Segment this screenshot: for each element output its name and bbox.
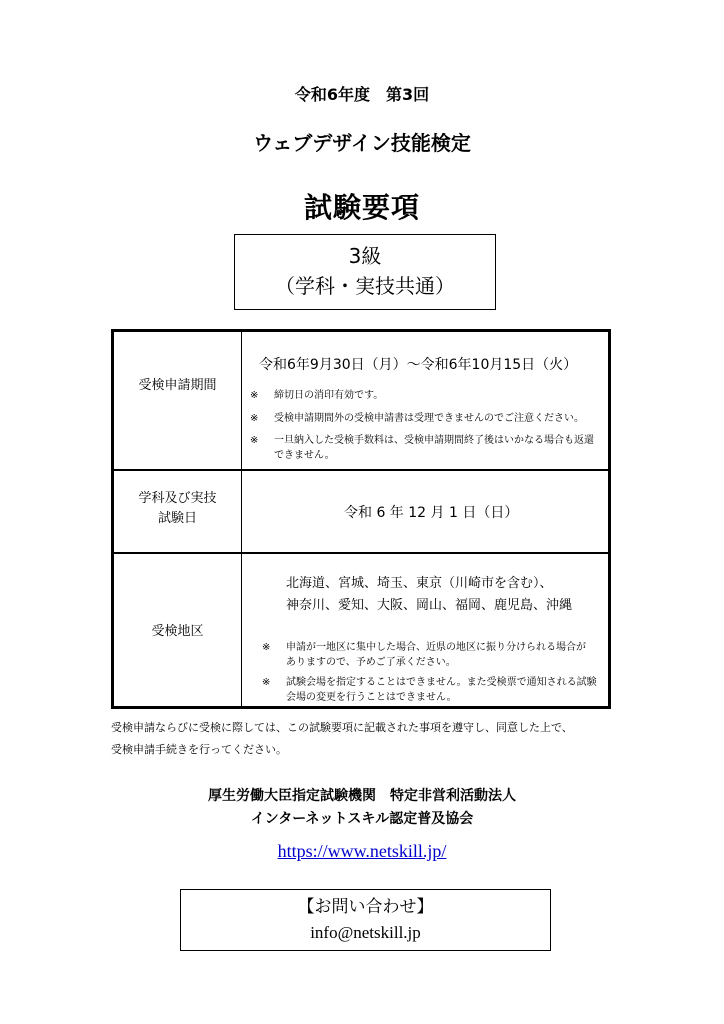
exam-info-table: 受検申請期間 令和6年9月30日（月）～令和6年10月15日（火） ※ 締切日の消印有効です。 ※ 受検申請期間外の受検申請書は受理できませんのでご注意ください。 ※ 一旦納入した受検手数料は、受検申請期間終了後はいかなる場合も返還 できません。 学科及び実技 試験日 令和 6 年 12 月 1 日（日） 受検地区 北海道、宮城、埼玉、東京（川崎市を含む）、 神奈川、愛知、大阪、岡山、福岡、鹿児島、沖縄 ※ 申請が一地区に集中した場合、近県の地区に振り分けられる場合が ありますので、予めご了承ください。 ※ 試験会場を指定することはできません。また受検票で通知される試験 会場の変更を行うことはできません。 — [111, 329, 611, 709]
period-label: 受検申請期間 — [138, 378, 217, 393]
contact-heading: 【お問い合わせ】 — [297, 897, 434, 916]
exam-name-title: ウェブデザイン技能検定 — [253, 131, 471, 155]
area-note: ※ 試験会場を指定することはできません。また受検票で通知される試験 会場の変更を行うことはできません。 — [262, 677, 597, 703]
period-value: 令和6年9月30日（月）～令和6年10月15日（火） — [259, 357, 578, 373]
contact-email[interactable]: info@netskill.jp — [310, 923, 421, 942]
website-link[interactable]: https://www.netskill.jp/ — [277, 841, 447, 861]
organization-line1: 厚生労働大臣指定試験機関 特定非営利活動法人 — [208, 788, 516, 804]
area-label: 受検地区 — [151, 624, 204, 639]
grade-scope: （学科・実技共通） — [275, 274, 455, 298]
grade-level: 3級 — [348, 244, 382, 268]
contact-box — [180, 889, 551, 951]
area-value-line2: 神奈川、愛知、大阪、岡山、福岡、鹿児島、沖縄 — [286, 598, 573, 613]
area-note: ※ 申請が一地区に集中した場合、近県の地区に振り分けられる場合が ありますので、予めご了承ください。 — [262, 642, 586, 668]
exam-date-label: 学科及び実技 試験日 — [138, 491, 217, 526]
organization-line2: インターネットスキル認定普及協会 — [250, 811, 474, 827]
period-note: ※ 一旦納入した受検手数料は、受検申請期間終了後はいかなる場合も返還 できません。 — [250, 435, 594, 461]
table-row-divider — [114, 552, 608, 554]
table-column-divider — [241, 332, 242, 706]
exam-date-value: 令和 6 年 12 月 1 日（日） — [344, 505, 519, 521]
area-value-line1: 北海道、宮城、埼玉、東京（川崎市を含む）、 — [286, 576, 553, 591]
table-row-divider — [114, 469, 608, 471]
year-round-title: 令和6年度 第3回 — [294, 85, 430, 104]
grade-box — [234, 234, 496, 310]
agreement-text: 受検申請ならびに受検に際しては、この試験要項に記載された事項を遵守し、同意した上で、 受検申請手続きを行ってください。 — [111, 721, 573, 756]
document-title: 試験要項 — [303, 191, 420, 224]
